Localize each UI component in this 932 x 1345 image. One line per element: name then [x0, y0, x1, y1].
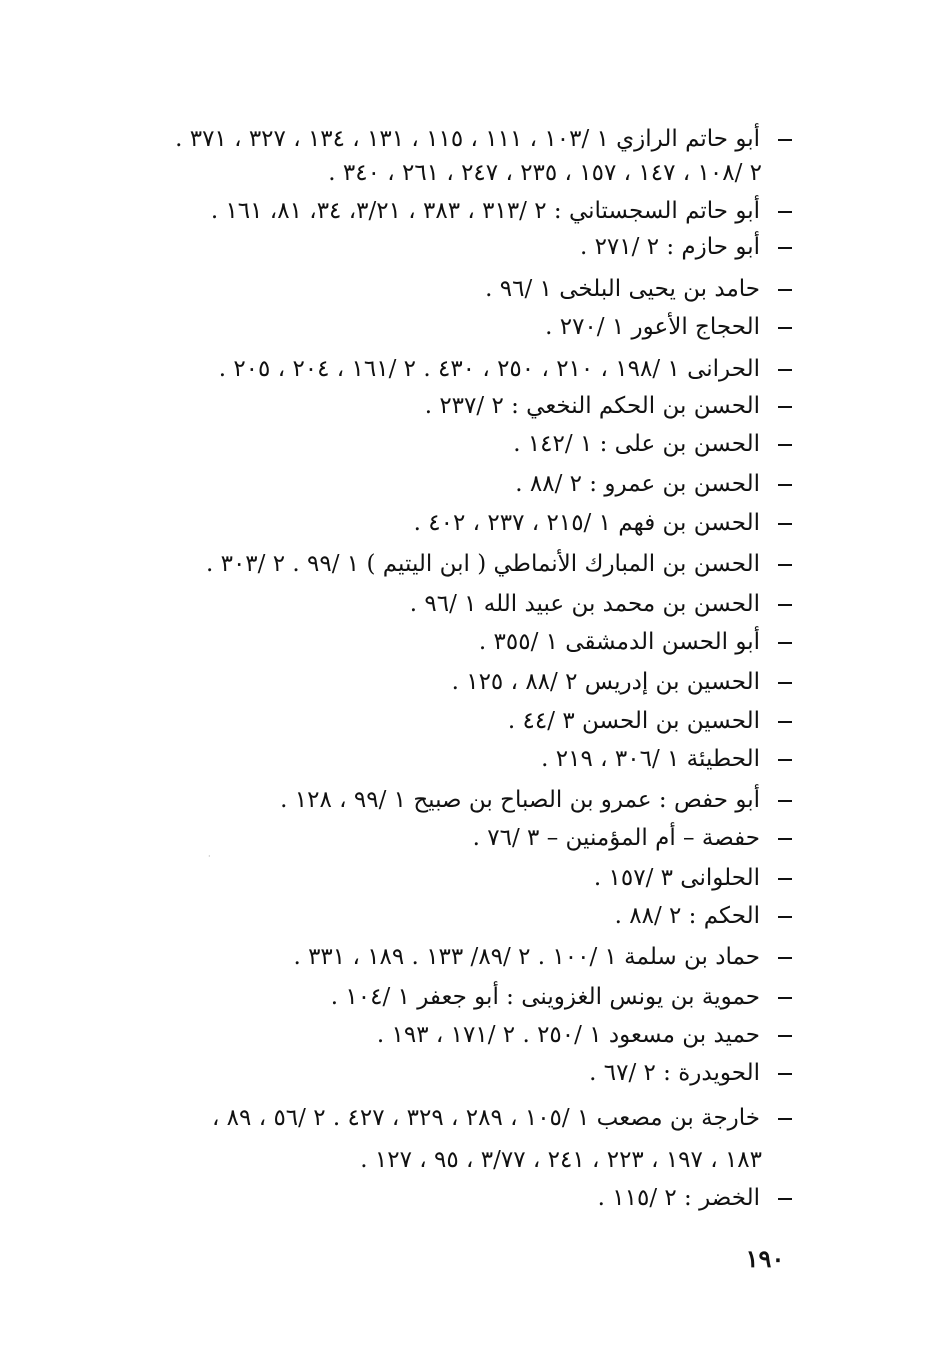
entry-dash	[778, 523, 792, 525]
index-entry-line: حامد بن يحيى البلخى ١ /٩٦ .	[485, 276, 760, 302]
entry-dash	[778, 289, 792, 291]
entry-dash	[778, 369, 792, 371]
entry-dash	[778, 247, 792, 249]
index-entry-line: الحكم : ٢ /٨٨ .	[614, 903, 760, 929]
index-entry-line: الحسن بن محمد بن عبيد الله ١ /٩٦ .	[409, 591, 760, 617]
page-number: ١٩٠	[745, 1244, 785, 1273]
index-entry-line: الحسن بن فهم ١ /٢١٥ ، ٢٣٧ ، ٤٠٢ .	[413, 510, 760, 536]
index-entry-line: خارجة بن مصعب ١ /١٠٥ ، ٢٨٩ ، ٣٢٩ ، ٤٢٧ . ٢ /٥٦ ، ٨٩ ،	[211, 1105, 760, 1131]
index-entry-line: الحسن بن المبارك الأنماطي ( ابن اليتيم ) ١ /٩٩ . ٢ /٣٠٣ .	[205, 551, 760, 577]
index-entry-line: الخضر : ٢ /١١٥ .	[597, 1185, 760, 1211]
entry-dash	[778, 957, 792, 959]
entry-dash	[778, 759, 792, 761]
entry-dash	[778, 564, 792, 566]
scan-speck: ·	[208, 852, 211, 861]
index-entry-line: ٢ /١٠٨ ، ١٤٧ ، ١٥٧ ، ٢٣٥ ، ٢٤٧ ، ٢٦١ ، ٣٤٠ .	[328, 160, 762, 186]
index-entry-line: حميد بن مسعود ١ /٢٥٠ . ٢ /١٧١ ، ١٩٣ .	[376, 1022, 760, 1048]
entry-dash	[778, 444, 792, 446]
index-entry-line: أبو الحسن الدمشقى ١ /٣٥٥ .	[478, 629, 760, 655]
index-entry-line: حفصة – أم المؤمنين – ٣ /٧٦ .	[472, 825, 760, 851]
index-entry-line: أبو حازم : ٢ /٢٧١ .	[579, 234, 760, 260]
entry-dash	[778, 800, 792, 802]
index-entry-line: الحجاج الأعور ١ /٢٧٠ .	[545, 314, 760, 340]
index-entry-line: أبو حاتم السجستاني : ٢ /٣١٣ ، ٣٨٣ ، ٣/٢١، ٣٤، ٨١، ١٦١ .	[210, 198, 760, 224]
entry-dash	[778, 642, 792, 644]
index-entry-line: الحرانى ١ /١٩٨ ، ٢١٠ ، ٢٥٠ ، ٤٣٠ . ٢ /١٦١ ، ٢٠٤ ، ٢٠٥ .	[218, 356, 760, 382]
index-entry-line: الحلوانى ٣ /١٥٧ .	[593, 865, 760, 891]
entry-dash	[778, 997, 792, 999]
index-entry-line: الحسن بن على : ١ /١٤٢ .	[513, 431, 760, 457]
entry-dash	[778, 1198, 792, 1200]
index-entry-line: حماد بن سلمة ١ /١٠٠ . ٢ /٨٩/ ١٣٣ . ١٨٩ ، ٣٣١ .	[293, 944, 760, 970]
entry-dash	[778, 327, 792, 329]
index-entry-line: الحسين بن الحسن ٣ /٤٤ .	[507, 708, 760, 734]
entry-dash	[778, 878, 792, 880]
index-entry-line: الحسين بن إدريس ٢ /٨٨ ، ١٢٥ .	[451, 669, 760, 695]
entry-dash	[778, 139, 792, 141]
entry-dash	[778, 916, 792, 918]
index-entry-line: ١٨٣ ، ١٩٧ ، ٢٢٣ ، ٢٤١ ، ٣/٧٧ ، ٩٥ ، ١٢٧ .	[360, 1147, 762, 1173]
entry-dash	[778, 838, 792, 840]
entry-dash	[778, 604, 792, 606]
index-entry-line: أبو حاتم الرازي ١ /١٠٣ ، ١١١ ، ١١٥ ، ١٣١ ، ١٣٤ ، ٣٢٧ ، ٣٧١ .	[175, 126, 760, 152]
entry-dash	[778, 1118, 792, 1120]
index-entry-line: الحسن بن الحكم النخعي : ٢ /٢٣٧ .	[424, 393, 760, 419]
entry-dash	[778, 1035, 792, 1037]
index-entry-line: حموية بن يونس الغزوينى : أبو جعفر ١ /١٠٤ .	[330, 984, 760, 1010]
index-entry-line: الحويدرة : ٢ /٦٧ .	[589, 1060, 760, 1086]
entry-dash	[778, 1073, 792, 1075]
index-entry-line: الحطيئة ١ /٣٠٦ ، ٢١٩ .	[541, 746, 760, 772]
entry-dash	[778, 682, 792, 684]
index-entry-line: الحسن بن عمرو : ٢ /٨٨ .	[515, 471, 760, 497]
index-entry-line: أبو حفص : عمرو بن الصباح بن صبيح ١ /٩٩ ، ١٢٨ .	[280, 787, 760, 813]
entry-dash	[778, 721, 792, 723]
entry-dash	[778, 211, 792, 213]
entry-dash	[778, 484, 792, 486]
entry-dash	[778, 406, 792, 408]
